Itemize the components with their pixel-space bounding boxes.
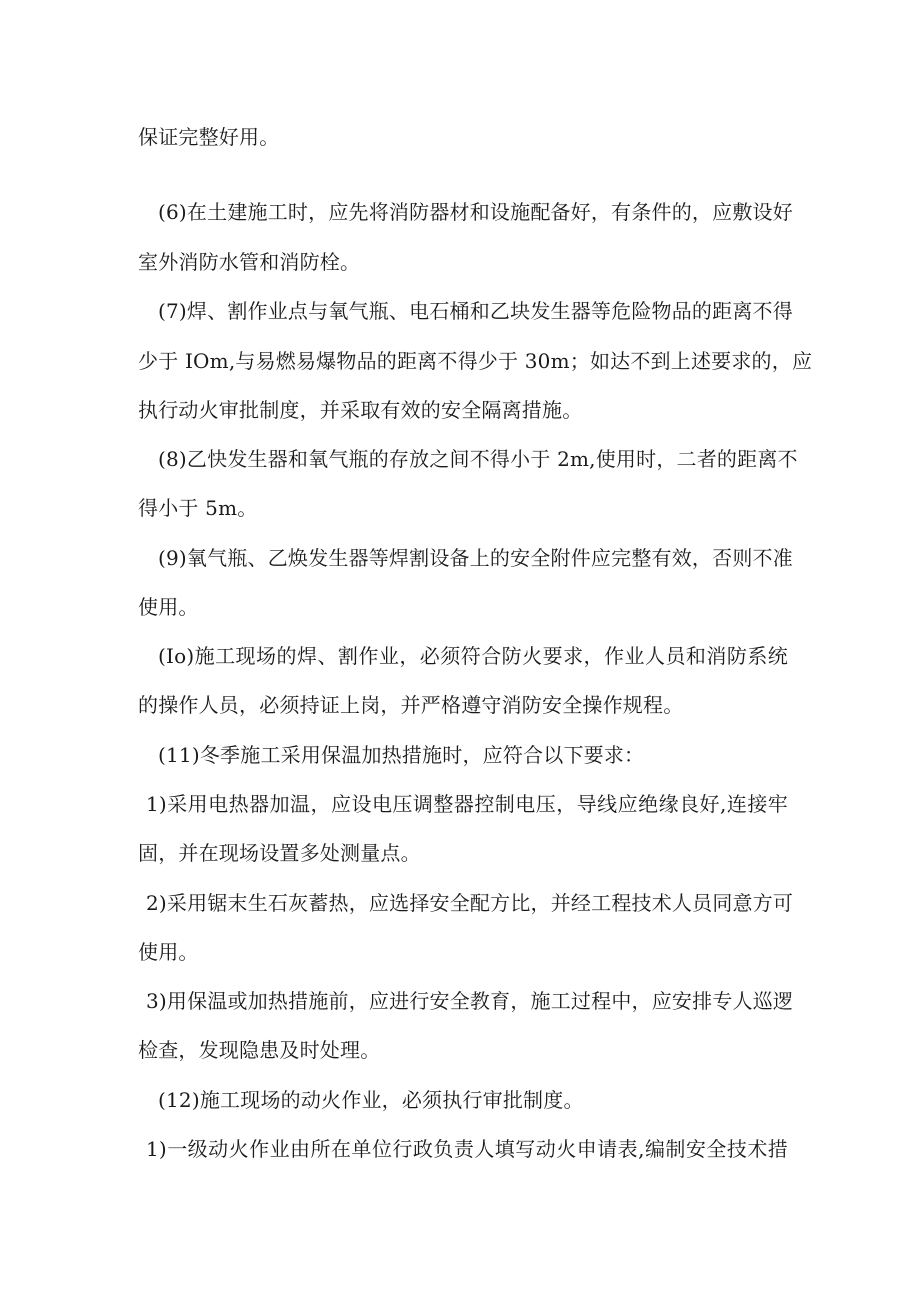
paragraph-12-line-1: (12)施工现场的动火作业，必须执行审批制度。 [158, 1088, 584, 1112]
paragraph-7-line-1: (7)焊、割作业点与氧气瓶、电石桶和乙块发生器等危险物品的距离不得 [158, 299, 793, 323]
item-12-1-line-1: 1)一级动火作业由所在单位行政负责人填写动火申请表,编制安全技术措 [146, 1137, 788, 1161]
paragraph-7-line-2: 少于 IOm,与易燃易爆物品的距离不得少于 30m；如达不到上述要求的，应 [138, 349, 813, 373]
paragraph-9-line-2: 使用。 [138, 595, 199, 619]
paragraph-6-line-2: 室外消防水管和消防栓。 [138, 250, 361, 274]
paragraph-7-line-3: 执行动火审批制度，并采取有效的安全隔离措施。 [138, 398, 583, 422]
paragraph-9-line-1: (9)氧气瓶、乙焕发生器等焊割设备上的安全附件应完整有效，否则不准 [158, 546, 793, 570]
paragraph-11-line-1: (11)冬季施工采用保温加热措施时，应符合以下要求： [158, 743, 645, 767]
item-11-2-line-1: 2)采用锯末生石灰蓄热，应选择安全配方比，并经工程技术人员同意方可 [146, 891, 794, 915]
paragraph-10-line-2: 的操作人员，必须持证上岗，并严格遵守消防安全操作规程。 [138, 693, 684, 717]
paragraph-8-line-2: 得小于 5m。 [138, 496, 258, 520]
item-11-1-line-2: 固，并在现场设置多处测量点。 [138, 841, 421, 865]
item-11-1-line-1: 1)采用电热器加温，应设电压调整器控制电压，导线应绝缘良好,连接牢 [146, 792, 788, 816]
paragraph-6-line-1: (6)在土建施工时，应先将消防器材和设施配备好，有条件的，应敷设好 [158, 200, 793, 224]
item-11-3-line-1: 3)用保温或加热措施前，应进行安全教育，施工过程中，应安排专人巡逻 [146, 989, 794, 1013]
paragraph-8-line-1: (8)乙快发生器和氧气瓶的存放之间不得小于 2m,使用时，二者的距离不 [158, 447, 798, 471]
text-line: 保证完整好用。 [138, 125, 280, 149]
item-11-3-line-2: 检查，发现隐患及时处理。 [138, 1038, 381, 1062]
item-11-2-line-2: 使用。 [138, 940, 199, 964]
paragraph-10-line-1: (Io)施工现场的焊、割作业，必须符合防火要求，作业人员和消防系统 [158, 644, 788, 668]
